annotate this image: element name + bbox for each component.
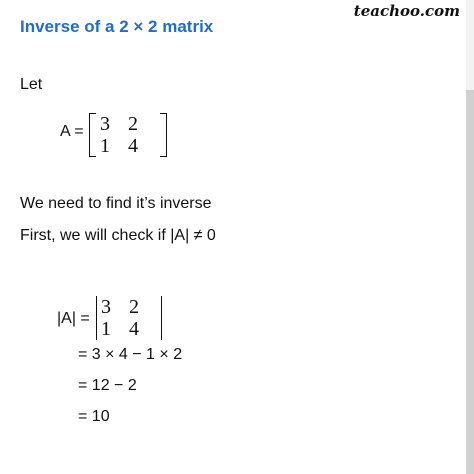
det-cell: 3 [101,296,111,318]
page-title: Inverse of a 2 × 2 matrix [20,17,214,36]
matrix-a-cell: 4 [128,135,138,157]
step-1: = 3 × 4 − 1 × 2 [78,346,183,363]
step-3: = 10 [78,408,110,425]
right-bracket [160,113,167,157]
det-right-bar [161,296,162,340]
determinant-label: |A| = [57,310,90,327]
left-bracket [89,113,96,157]
matrix-a-cell: 3 [100,113,110,135]
let-text: Let [20,76,43,93]
step-2: = 12 − 2 [78,377,137,394]
scroll-thumb[interactable] [466,90,474,474]
matrix-a-label: A = [60,123,84,140]
determinant-matrix [96,296,162,340]
det-cell: 4 [129,318,139,340]
matrix-a-cell: 2 [128,113,138,135]
det-cell: 1 [101,318,111,340]
scrollbar[interactable] [466,0,474,474]
det-cell: 2 [129,296,139,318]
brand-logo: teachoo.com [353,2,460,20]
find-inverse-text: We need to find it’s inverse [20,195,212,212]
matrix-a-cell: 1 [100,135,110,157]
matrix-a [89,113,167,157]
check-determinant-text: First, we will check if |A| ≠ 0 [20,227,216,244]
